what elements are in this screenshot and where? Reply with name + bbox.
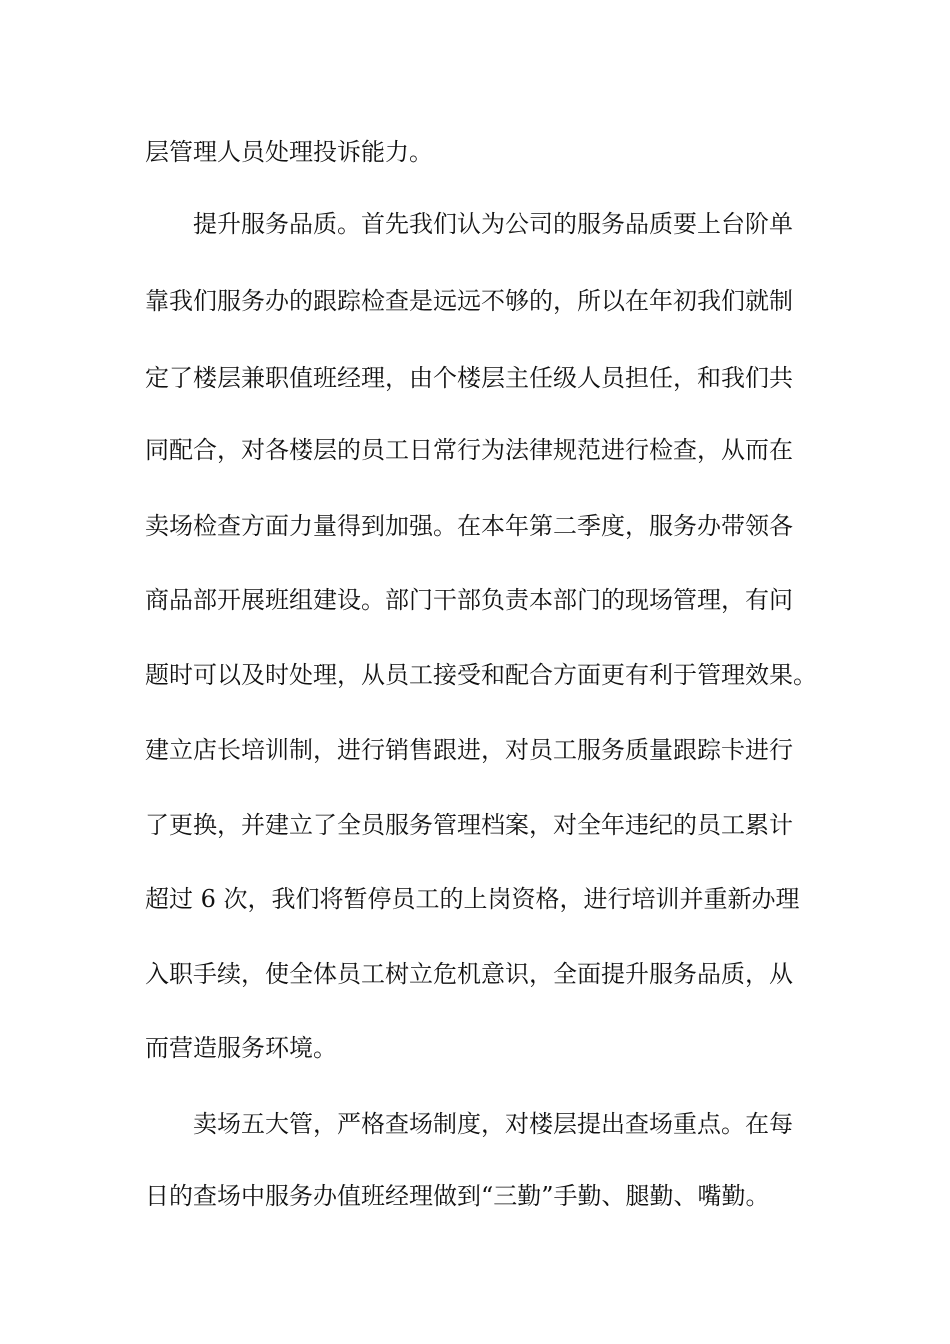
- text-line: 层管理人员处理投诉能力。: [145, 138, 433, 166]
- text-line: 同配合，对各楼层的员工日常行为法律规范进行检查，从而在: [145, 436, 793, 464]
- paragraph-first-line: 提升服务品质。首先我们认为公司的服务品质要上台阶单: [193, 210, 793, 238]
- text-line: 而营造服务环境。: [145, 1034, 337, 1062]
- text-line: 了更换，并建立了全员服务管理档案，对全年违纪的员工累计: [145, 811, 793, 839]
- text-line: 商品部开展班组建设。部门干部负责本部门的现场管理，有问: [145, 586, 793, 614]
- text-line: 建立店长培训制，进行销售跟进，对员工服务质量跟踪卡进行: [145, 736, 793, 764]
- text-line: 日的查场中服务办值班经理做到“三勤”手勤、腿勤、嘴勤。: [145, 1182, 770, 1210]
- paragraph-first-line: 卖场五大管，严格查场制度，对楼层提出查场重点。在每: [193, 1110, 793, 1138]
- text-line: 靠我们服务办的跟踪检查是远远不够的，所以在年初我们就制: [145, 287, 793, 315]
- text-line: 入职手续，使全体员工树立危机意识，全面提升服务品质，从: [145, 960, 793, 988]
- text-line: 卖场检查方面力量得到加强。在本年第二季度，服务办带领各: [145, 512, 793, 540]
- text-line: 超过 6 次，我们将暂停员工的上岗资格，进行培训并重新办理: [145, 885, 800, 913]
- text-line: 定了楼层兼职值班经理，由个楼层主任级人员担任，和我们共: [145, 364, 793, 392]
- text-line: 题时可以及时处理，从员工接受和配合方面更有利于管理效果。: [145, 661, 817, 689]
